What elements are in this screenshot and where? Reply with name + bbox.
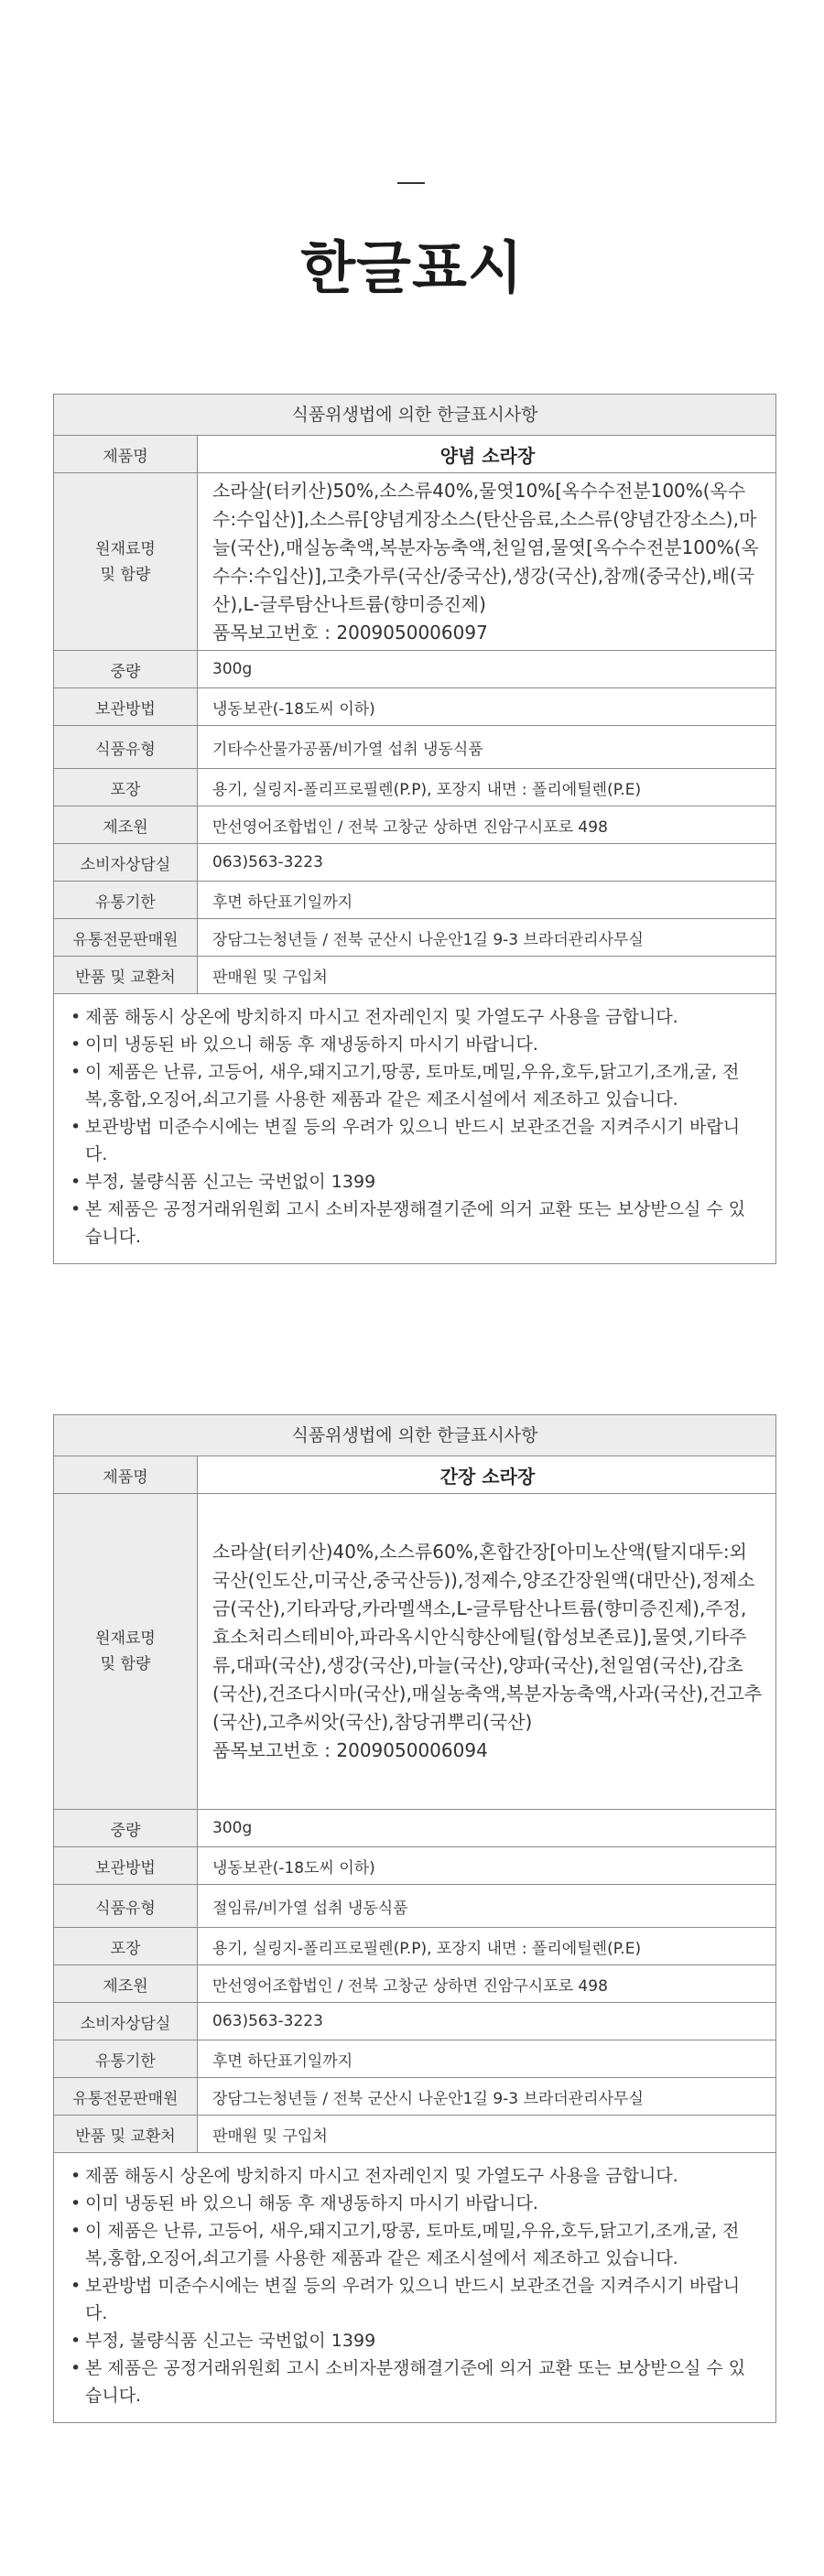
row-key: 식품유형: [54, 726, 198, 769]
row-value: 용기, 실링지-폴리프로필렌(P.P), 포장지 내면 : 폴리에틸렌(P.E): [198, 1928, 776, 1965]
row-value: 장담그는청년들 / 전북 군산시 나운안1길 9-3 브라더관리사무실: [198, 2078, 776, 2116]
row-key: 제품명: [54, 436, 198, 473]
row-value: 300g: [198, 651, 776, 688]
row-key: 포장: [54, 1928, 198, 1965]
row-key: 식품유형: [54, 1885, 198, 1928]
list-item: • 이미 냉동된 바 있으니 해동 후 재냉동하지 마시기 바랍니다.: [70, 1031, 761, 1058]
row-key: 반품 및 교환처: [54, 957, 198, 994]
label-header: 식품위생법에 의한 한글표시사항: [54, 1415, 775, 1456]
row-key: 포장: [54, 769, 198, 806]
row-key: 원재료명 및 함량: [54, 473, 198, 651]
row-key: 소비자상담실: [54, 2003, 198, 2040]
row-key: 반품 및 교환처: [54, 2116, 198, 2153]
row-value: 판매원 및 구입처: [198, 957, 776, 994]
list-item: • 이미 냉동된 바 있으니 해동 후 재냉동하지 마시기 바랍니다.: [70, 2190, 761, 2217]
row-value: 냉동보관(-18도씨 이하): [198, 688, 776, 726]
row-value: 만선영어조합법인 / 전북 고창군 상하면 진암구시포로 498: [198, 1965, 776, 2003]
row-key: 중량: [54, 651, 198, 688]
notes-list: [54, 994, 775, 1263]
label-header: 식품위생법에 의한 한글표시사항: [54, 395, 775, 436]
label-table-2: [53, 1414, 776, 2423]
list-item: • 보관방법 미준수시에는 변질 등의 우려가 있으니 반드시 보관조건을 지켜주시기 바랍니다.: [70, 2272, 761, 2327]
table-row: [54, 651, 775, 688]
ingredients-value: 소라살(터키산)50%,소스류40%,물엿10%[옥수수전분100%(옥수수:수입산)],소스류[양념게장소스(탄산음료,소스류(양념간장소스),마늘(국산),매실농축액,복분자농축액,천일염,물엿[옥수수전분100%(옥수수:수입산)],고춧가루(국산/중국산),생강(국산),참깨(중국산),배(국산),L-글루탐산나트륨(향미증진제) 품목보고번호 : 2009050006097: [198, 473, 776, 651]
list-item: • 이 제품은 난류, 고등어, 새우,돼지고기,땅콩, 토마토,메밀,우유,호두,닭고기,조개,굴, 전복,홍합,오징어,쇠고기를 사용한 제품과 같은 제조시설에서 제조하고 있습니다.: [70, 2217, 761, 2272]
label-info-table: [54, 436, 775, 994]
row-value: 300g: [198, 1810, 776, 1847]
table-row: [54, 1885, 775, 1928]
row-value: 063)563-3223: [198, 2003, 776, 2040]
row-key: 유통기한: [54, 882, 198, 919]
table-row: [54, 769, 775, 806]
label-table-1: [53, 394, 776, 1264]
title-dash-divider: [397, 182, 425, 184]
table-row: [54, 1456, 775, 1494]
table-row: [54, 436, 775, 473]
table-row: [54, 2078, 775, 2116]
table-row: [54, 2040, 775, 2078]
table-row: [54, 1965, 775, 2003]
ingredients-value: 소라살(터키산)40%,소스류60%,혼합간장[아미노산액(탈지대두:외국산(인도산,미국산,중국산등)),정제수,양조간장원액(대만산),정제소금(국산),기타과당,카라멜색소,L-글루탐산나트륨(향미증진제),주정,효소처리스테비아,파라옥시안식향산에틸(합성보존료)],물엿,기타주류,대파(국산),생강(국산),마늘(국산),양파(국산),천일염(국산),감초(국산),건조다시마(국산),매실농축액,복분자농축액,사과(국산),건고추(국산),고추씨앗(국산),참당귀뿌리(국산) 품목보고번호 : 2009050006094: [198, 1494, 776, 1810]
row-key: 보관방법: [54, 688, 198, 726]
table-row: [54, 806, 775, 844]
row-value: 063)563-3223: [198, 844, 776, 882]
row-key: 중량: [54, 1810, 198, 1847]
table-row: [54, 844, 775, 882]
list-item: • 본 제품은 공정거래위원회 고시 소비자분쟁해결기준에 의거 교환 또는 보상받으실 수 있습니다.: [70, 1196, 761, 1250]
table-row: [54, 1847, 775, 1885]
row-key: 원재료명 및 함량: [54, 1494, 198, 1810]
table-row: [54, 473, 775, 651]
list-item: • 부정, 불량식품 신고는 국번없이 1399: [70, 2327, 761, 2354]
row-value: 후면 하단표기일까지: [198, 882, 776, 919]
row-key: 제조원: [54, 806, 198, 844]
list-item: • 제품 해동시 상온에 방치하지 마시고 전자레인지 및 가열도구 사용을 금합니다.: [70, 1003, 761, 1031]
row-value: 후면 하단표기일까지: [198, 2040, 776, 2078]
table-row: [54, 2003, 775, 2040]
row-key: 유통전문판매원: [54, 2078, 198, 2116]
row-key: 소비자상담실: [54, 844, 198, 882]
row-value: 냉동보관(-18도씨 이하): [198, 1847, 776, 1885]
row-key: 유통기한: [54, 2040, 198, 2078]
row-key: 제품명: [54, 1456, 198, 1494]
list-item: • 본 제품은 공정거래위원회 고시 소비자분쟁해결기준에 의거 교환 또는 보상받으실 수 있습니다.: [70, 2354, 761, 2409]
product-name: 간장 소라장: [198, 1456, 776, 1494]
table-row: [54, 957, 775, 994]
row-key: 보관방법: [54, 1847, 198, 1885]
row-value: 만선영어조합법인 / 전북 고창군 상하면 진암구시포로 498: [198, 806, 776, 844]
row-value: 절임류/비가열 섭취 냉동식품: [198, 1885, 776, 1928]
row-value: 장담그는청년들 / 전북 군산시 나운안1길 9-3 브라더관리사무실: [198, 919, 776, 957]
row-key: 유통전문판매원: [54, 919, 198, 957]
table-row: [54, 919, 775, 957]
list-item: • 이 제품은 난류, 고등어, 새우,돼지고기,땅콩, 토마토,메밀,우유,호두,닭고기,조개,굴, 전복,홍합,오징어,쇠고기를 사용한 제품과 같은 제조시설에서 제조하고 있습니다.: [70, 1058, 761, 1113]
notes-list: [54, 2153, 775, 2422]
product-name: 양념 소라장: [198, 436, 776, 473]
table-row: [54, 688, 775, 726]
list-item: • 제품 해동시 상온에 방치하지 마시고 전자레인지 및 가열도구 사용을 금합니다.: [70, 2162, 761, 2190]
table-row: [54, 1494, 775, 1810]
row-key: 제조원: [54, 1965, 198, 2003]
list-item: • 보관방법 미준수시에는 변질 등의 우려가 있으니 반드시 보관조건을 지켜주시기 바랍니다.: [70, 1113, 761, 1168]
label-info-table: [54, 1456, 775, 2153]
table-row: [54, 726, 775, 769]
table-row: [54, 1928, 775, 1965]
row-value: 용기, 실링지-폴리프로필렌(P.P), 포장지 내면 : 폴리에틸렌(P.E): [198, 769, 776, 806]
page-title: 한글표시: [300, 234, 524, 301]
list-item: • 부정, 불량식품 신고는 국번없이 1399: [70, 1168, 761, 1196]
row-value: 판매원 및 구입처: [198, 2116, 776, 2153]
row-value: 기타수산물가공품/비가열 섭취 냉동식품: [198, 726, 776, 769]
table-row: [54, 2116, 775, 2153]
table-row: [54, 1810, 775, 1847]
table-row: [54, 882, 775, 919]
